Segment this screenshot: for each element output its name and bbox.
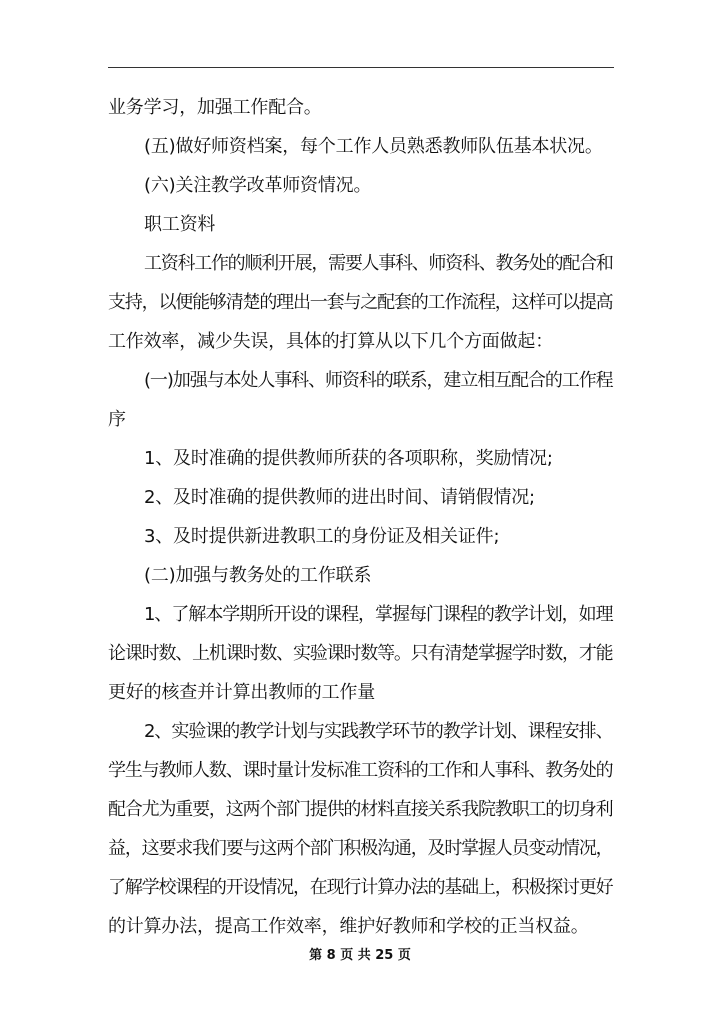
text-line: 序 xyxy=(108,409,126,430)
text-line: 支持，以便能够清楚的理出一套与之配套的工作流程，这样可以提高 xyxy=(108,292,613,313)
text-line: 益，这要求我们要与这两个部门积极沟通，及时掌握人员变动情况， xyxy=(108,838,613,859)
text-line: 2、实验课的教学计划与实践教学环节的教学计划、课程安排、 xyxy=(144,721,613,742)
text-line: 业务学习，加强工作配合。 xyxy=(108,97,322,118)
text-line: 的计算办法，提高工作效率，维护好教师和学校的正当权益。 xyxy=(108,916,589,937)
text-line: 3、及时提供新进教职工的身份证及相关证件; xyxy=(144,526,500,547)
text-line: (五)做好师资档案，每个工作人员熟悉教师队伍基本状况。 xyxy=(144,136,603,157)
text-line: 1、及时准确的提供教师所获的各项职称，奖励情况; xyxy=(144,448,553,469)
page-number-footer: 第 8 页 共 25 页 xyxy=(309,948,411,963)
text-line: 工作效率，减少失误，具体的打算从以下几个方面做起： xyxy=(108,331,553,352)
text-line: (一)加强与本处人事科、师资科的联系，建立相互配合的工作程 xyxy=(144,370,613,391)
text-line: 职工资料 xyxy=(144,214,216,235)
text-line: (六)关注教学改革师资情况。 xyxy=(144,175,372,196)
text-line: 配合尤为重要，这两个部门提供的材料直接关系我院教职工的切身利 xyxy=(108,799,613,820)
text-line: 工资科工作的顺利开展，需要人事科、师资科、教务处的配合和 xyxy=(144,253,613,274)
text-line: 2、及时准确的提供教师的进出时间、请销假情况; xyxy=(144,487,535,508)
text-line: 更好的核查并计算出教师的工作量 xyxy=(108,682,375,703)
document-body xyxy=(108,88,614,946)
text-line: (二)加强与教务处的工作联系 xyxy=(144,565,372,586)
text-line: 学生与教师人数、课时量计发标准工资科的工作和人事科、教务处的 xyxy=(108,760,613,781)
text-line: 1、了解本学期所开设的课程，掌握每门课程的教学计划，如理 xyxy=(144,604,613,625)
header-rule xyxy=(108,67,614,68)
text-line: 了解学校课程的开设情况，在现行计算办法的基础上，积极探讨更好 xyxy=(108,877,613,898)
text-line: 论课时数、上机课时数、实验课时数等。只有清楚掌握学时数，才能 xyxy=(108,643,613,664)
